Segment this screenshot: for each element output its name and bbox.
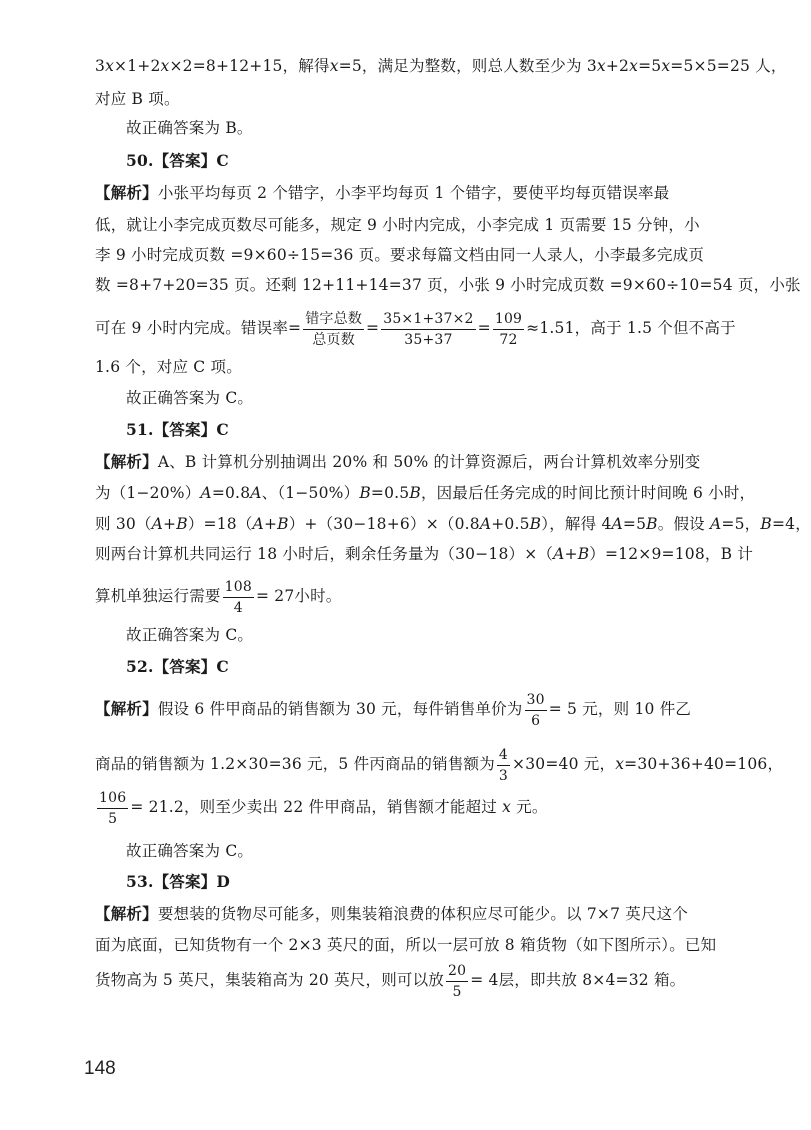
q50-line-5: 可在 9 小时内完成。错误率= $\frac{\text{错字总数}}{\text{总页数}}$ = $\frac{35\times 1+37\times 2}{35+37}$ = $\frac{109}{72}$ ≈1.51，高于 1.5 个但不高于 <box>95 310 736 348</box>
q50-line-2: 低，就让小李完成页数尽可能多，规定 9 小时内完成，小李完成 1 页需要 15 分钟，小 <box>95 216 700 234</box>
fraction-layers: $\frac{20}{5}$ <box>448 962 467 1000</box>
q52-line-3: $\frac{106}{5}$ = 21.2，则至少卖出 22 件甲商品，销售额才能超过 x 元。 <box>99 789 548 827</box>
page-number: 148 <box>84 1058 116 1079</box>
q50-line-6: 1.6 个，对应 C 项。 <box>95 358 242 376</box>
q49-line-2: 对应 B 项。 <box>95 90 180 108</box>
fraction-hours: $\frac{108}{4}$ <box>224 578 252 616</box>
q51-conclusion: 故正确答案为 C。 <box>126 626 254 644</box>
fraction-unit-price: $\frac{30}{6}$ <box>526 691 545 729</box>
q51-line-4: 则两台计算机共同运行 18 小时后，剩余任务量为（30−18）×（A+B）=12×9=108，B 计 <box>95 545 754 563</box>
q52-answer-heading: 52.【答案】C <box>126 657 229 676</box>
q51-line-3: 则 30（A+B）=18（A+B）+（30−18+6）×（0.8A+0.5B），解得 4A=5B。假设 A=5，B=4， <box>95 515 811 533</box>
q53-line-1: 【解析】要想装的货物尽可能多，则集装箱浪费的体积应尽可能少。以 7×7 英尺这个 <box>95 904 689 923</box>
q52-line-1: 【解析】假设 6 件甲商品的销售额为 30 元，每件销售单价为 $\frac{30}{6}$ = 5 元，则 10 件乙 <box>95 691 692 729</box>
q50-answer-heading: 50.【答案】C <box>126 151 229 170</box>
q50-line-4: 数 =8+7+20=35 页。还剩 12+11+14=37 页，小张 9 小时完成页数 =9×60÷10=54 页，小张 <box>95 276 801 294</box>
q51-line-1: 【解析】A、B 计算机分别抽调出 20% 和 50% 的计算资源后，两台计算机效率分别变 <box>95 452 701 471</box>
q49-conclusion: 故正确答案为 B。 <box>126 119 253 137</box>
analysis-tag: 【解析】 <box>95 904 158 923</box>
analysis-tag: 【解析】 <box>95 452 158 471</box>
fraction-result: $\frac{109}{72}$ <box>494 310 523 348</box>
fraction-calc: $\frac{35\times 1+37\times 2}{35+37}$ <box>383 310 474 348</box>
fraction-ratio: $\frac{4}{3}$ <box>498 746 509 784</box>
analysis-tag: 【解析】 <box>95 699 158 718</box>
q53-line-3: 货物高为 5 英尺，集装箱高为 20 英尺，则可以放 $\frac{20}{5}$ = 4层，即共放 8×4=32 箱。 <box>95 962 686 1000</box>
q51-answer-heading: 51.【答案】C <box>126 420 229 439</box>
q49-line-1: 3x×1+2x×2=8+12+15，解得x=5，满足为整数，则总人数至少为 3x+2x=5x=5×5=25 人， <box>95 57 787 75</box>
q52-line-2: 商品的销售额为 1.2×30=36 元，5 件丙商品的销售额为 $\frac{4}{3}$ ×30=40 元，x=30+36+40=106， <box>95 746 784 784</box>
q51-line-2: 为（1−20%）A=0.8A、（1−50%）B=0.5B，因最后任务完成的时间比预计时间晚 6 小时， <box>95 484 756 502</box>
fraction-error-rate: $\frac{\text{错字总数}}{\text{总页数}}$ <box>305 310 363 348</box>
q50-line-1: 【解析】小张平均每页 2 个错字，小李平均每页 1 个错字，要使平均每页错误率最 <box>95 183 670 202</box>
q50-line-3: 李 9 小时完成页数 =9×60÷15=36 页。要求每篇文档由同一人录人，小李最多完成页 <box>95 246 705 264</box>
q50-conclusion: 故正确答案为 C。 <box>126 389 254 407</box>
q52-conclusion: 故正确答案为 C。 <box>126 842 254 860</box>
q53-line-2: 面为底面，已知货物有一个 2×3 英尺的面，所以一层可放 8 箱货物（如下图所示）。已知 <box>95 936 717 954</box>
q51-line-5: 算机单独运行需要 $\frac{108}{4}$ = 27小时。 <box>95 578 342 616</box>
q53-answer-heading: 53.【答案】D <box>126 872 231 891</box>
fraction-count: $\frac{106}{5}$ <box>99 789 127 827</box>
analysis-tag: 【解析】 <box>95 183 158 202</box>
